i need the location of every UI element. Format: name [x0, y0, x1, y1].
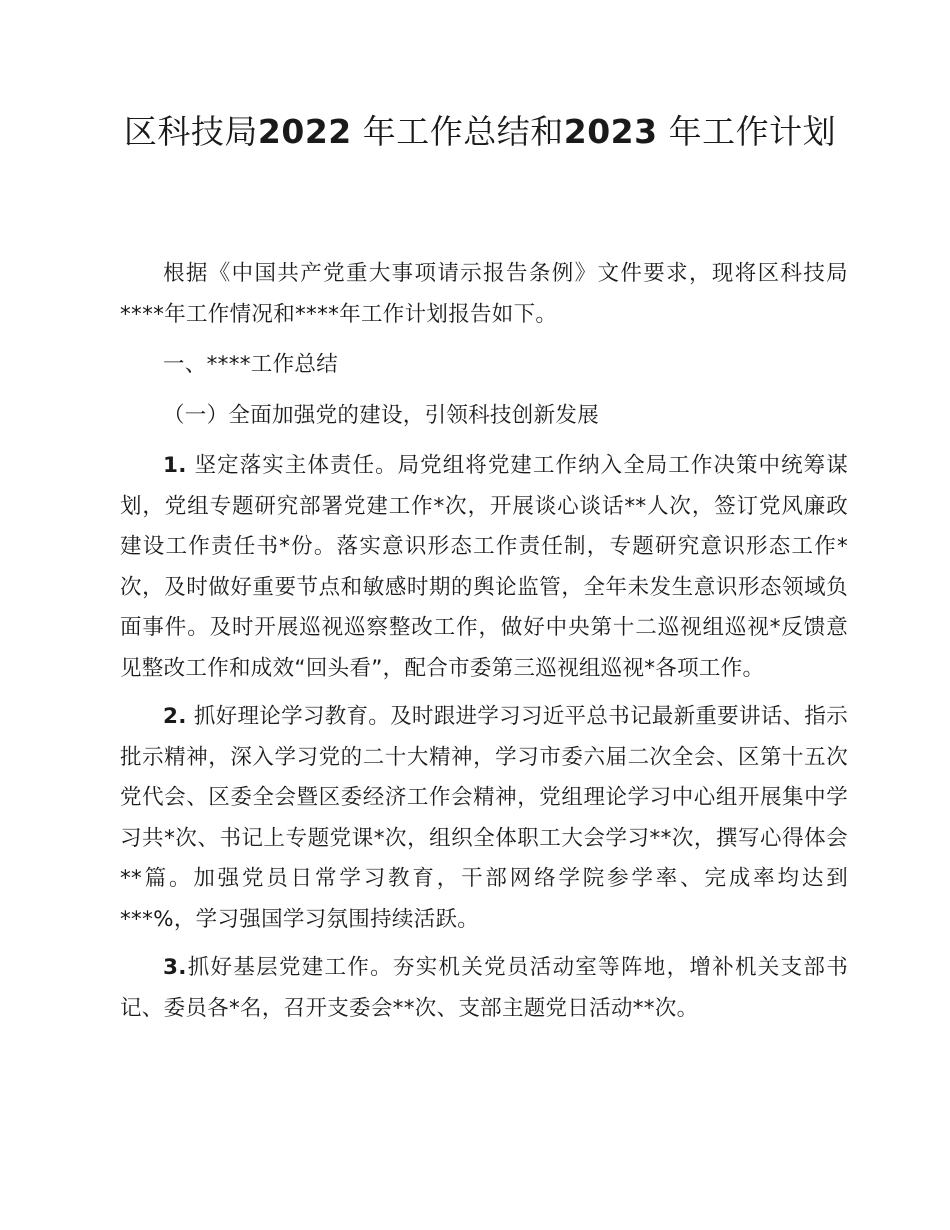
- item-2-text: 抓好理论学习教育。及时跟进学习习近平总书记最新重要讲话、指示批示精神，深入学习党的二十大精神，学习市委六届二次全会、区第十五次党代会、区委全会暨区委经济工作会精神，党组理论学习中心组开展集中学习共*次、书记上专题党课*次，组织全体职工大会学习**次，撰写心得体会**篇。加强党员日常学习教育，干部网络学院参学率、完成率均达到***%，学习强国学习氛围持续活跃。: [120, 704, 848, 932]
- subsection-heading: （一）全面加强党的建设，引领科技创新发展: [163, 402, 600, 428]
- item-1-number: 1.: [163, 453, 187, 478]
- title-year-2023: 2023: [563, 112, 658, 151]
- item-3-number: 3.: [163, 955, 187, 980]
- section-heading: 一、****工作总结: [163, 352, 339, 377]
- title-part-2: 年工作总结和: [362, 112, 564, 151]
- title-part-3: 年工作计划: [668, 112, 837, 151]
- item-2-paragraph: [120, 697, 848, 940]
- intro-paragraph: 根据《中国共产党重大事项请示报告条例》文件要求，现将区科技局****年工作情况和****年工作计划报告如下。: [120, 261, 848, 327]
- document-title: [120, 108, 840, 156]
- title-part-1: 区科技局: [123, 112, 258, 151]
- item-2-number: 2.: [163, 704, 187, 729]
- title-year-2022: 2022: [257, 112, 352, 151]
- document-body: [120, 254, 848, 1037]
- item-1-text: 坚定落实主体责任。局党组将党建工作纳入全局工作决策中统筹谋划，党组专题研究部署党建工作*次，开展谈心谈话**人次，签订党风廉政建设工作责任书*份。落实意识形态工作责任制，专题研究意识形态工作*次，及时做好重要节点和敏感时期的舆论监管，全年未发生意识形态领域负面事件。及时开展巡视巡察整改工作，做好中央第十二巡视组巡视*反馈意见整改工作和成效“回头看”，配合市委第三巡视组巡视*各项工作。: [120, 453, 848, 681]
- item-3-text: 抓好基层党建工作。夯实机关党员活动室等阵地，增补机关支部书记、委员各*名，召开支委会**次、支部主题党日活动**次。: [120, 955, 848, 1021]
- item-3-paragraph: [120, 948, 848, 1029]
- item-1-paragraph: [120, 446, 848, 689]
